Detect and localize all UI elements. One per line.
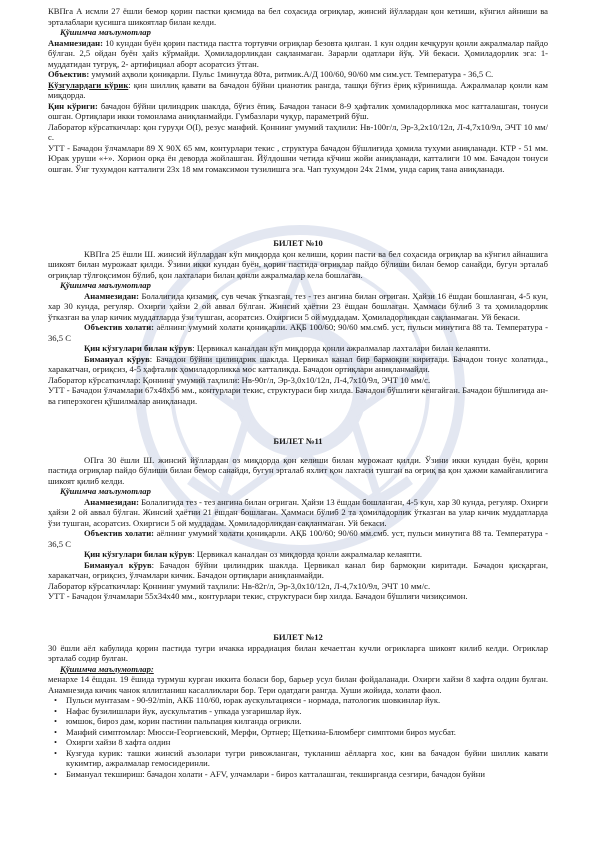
list-item: • Пульси мунтазам - 90-92/min, АКБ 110/60, юрак аускультацияси - нормада, патологик шовкинлар йук. — [66, 695, 548, 706]
anamnesis-paragraph: Анамнезидан: Болалигида тез - тез ангина билан оғриган. Ҳайзи 13 ёшдан бошланган, 4-5 кун, хар 30 кунда, регуляр. Охирги ҳайзи 2 ой аввал бўлган. Жинсий ҳаётни 21 ёшдан бошлаган. Ҳаммаси бўлиб 2 та ҳомиладорлик ўтказган ва улар кичик муддатларда ўзи тушган, асоратсиз. Охиргиси 5 ой муддадам. Ҳомиладорликдан сақланмаган. Уй бекаси. — [48, 496, 548, 528]
speculum-paragraph: Кўзгулардаги кўрик: қин шиллиқ қавати ва бачадон бўйни цианотик рангда, ташқи бўғиз ёриқ кўринишда. Ажралмалар қонли кам миқдорда. — [48, 79, 548, 100]
list-item: • Нафас бузилишлари йук, аускультатив - упкада узгаришлар йук. — [66, 706, 548, 717]
ticket-12-section — [48, 632, 548, 779]
lab-paragraph: Лаборатор кўрсаткичлар: Қоннинг умумий таҳлили: Нв-82г/л, Эр-3,0х10/12л, Л-4,7х10/9л, ЭЧТ 10 мм/с. — [48, 580, 431, 591]
ticket-10-section — [48, 238, 548, 406]
list-item: • юмшок, бироз дам, корин пастини пальпация килганда огрикли. — [66, 716, 548, 727]
list-item: • Манфий симптомлар: Мюсси-Георгиевский, Мерфи, Ортнер; Щеткина-Блюмберг симптоми бироз мусбат. — [66, 727, 548, 738]
list-item: • Кузгуда курик: ташки жинсий аъзолари тугри ривожланган, тукланиш аёлларга хос, кин ва бачадон буйни шиллик кавати кукимтир, ажралмалар гемосидеринли. — [66, 748, 548, 769]
additional-info-heading: Қўшимча маълумотлар: — [60, 663, 154, 674]
anamnesis-paragraph: Анамнезидан: Болалигида қизамиқ, сув чечак ўтказган, тез - тез ангина билан оғриган. Ҳайзи 16 ёшдан бошланган, 4-5 кун, хар 30 кунда, регуляр. Охирги ҳайзи 2 ой аввал бўлган. Жинсий ҳаётни 23 ёшдан бошлаган. Ҳаммаси бўлиб 3 та ҳомиладорлик ўтказган ва улар кичик муддатларда ўзи тушган, асоратсиз. Охиргиси 5 ой муддадам. Ҳомиладорликдан сақланмаган. Уй бекаси. — [48, 290, 548, 322]
ticket-12-title: БИЛЕТ №12 — [273, 632, 323, 642]
additional-info-heading: Қўшимча маълумотлар — [60, 486, 151, 496]
speculum-paragraph: Қин кўзгулари билан кўрув: Цервикал каналдан кўп миқдорда қонли ажралмалар лахталари билан келаяпти. — [84, 343, 491, 353]
speculum-paragraph: Қин кўзгулари билан кўрув: Цервикал каналдан оз миқдорда қонли ажралмалар келаяпти. — [84, 549, 423, 559]
ultrasound-paragraph: УТТ - Бачадон ўлчамлари 67х48х56 мм., контурлари текис, структураси бир хилда. Бачадон бўшлиғи кенгайган. Бачадон бўшлиғида ан- ва гиперэхоген қўшилмалар аниқланади. — [48, 385, 548, 406]
ultrasound-paragraph: УТТ - Бачадон ўлчамлари 89 Х 90Х 65 мм, контурлари текис , структура бачадон бўшлиғида ҳомила тухуми аниқланади. КТР - 51 мм. Юрак уруши «+». Хорион орқа ён деворда жойлашган. Йўлдошни четида кўчиш жойи аниқланади, катталиги 10 мм. Бачадон тонуси ошган. Ўнг тухумдон катталиги 23х 18 мм гомаксимон тузилишга эга. Чап тухумдон 24х 21мм, унда сариқ тана аниқланади. — [48, 142, 548, 174]
complaint-paragraph: КВПга 25 ёшли Ш. жинсий йўллардан кўп миқдорда қон келиши, қорин пасти ва бел соҳасида оғриқлар ва кўнгил айнашига шикоят билан мурожаат қилди. Ўзини икки кундан буён, қорин пастида оғриқлар пайдо бўлиши билан бемор санайди, бугун эрталаб оғриқлар тўлғоқсимон бўлиб, қон лахталари билан қонли ажралмалар кела бошлаган. — [48, 248, 548, 280]
history-paragraph: менархе 14 ёшдан. 19 ёшида турмуш курган иккита боласи бор, барьер усул билан фойдаланади. Охирги хайзи 8 хафта олдин булган. Анамнезида кичик чанок яллигланиш касалликлари бор. Тери одатдаги рангда. Хуши жойида, холати фаол. — [48, 674, 548, 695]
lab-paragraph: Лаборатор кўрсаткичлар: қон гуруҳи О(I), резус манфий. Қоннинг умумий таҳлили: Нв-100г/л, Эр-3,2х10/12л, Л-4,7х10/9л, ЭЧТ 10 мм/с. — [48, 121, 548, 142]
objective-paragraph: Объектив холати: аёлнинг умумий холати қониқарли. АҚБ 100/60; 90/60 мм.смб. уст, пульси минутига 88 та. Температура - 36,5 С — [48, 322, 548, 343]
ticket-10-title: БИЛЕТ №10 — [273, 238, 323, 248]
ticket-9-section — [48, 6, 548, 174]
vaginal-exam-paragraph: Қин кўриги: бачадон бўйни цилиндрик шаклда, бўғиз ёпиқ. Бачадон танаси 8-9 ҳафталик ҳомиладорликка мос катталашган, тонуси ошган. Ортиқлари икки томонлама аниқланмайди. Гумбазлари чуқур, параметрий бўш. — [48, 100, 548, 121]
objective-paragraph: Объектив: умумий аҳволи қониқарли. Пульс 1минутда 80та, ритмик.А/Д 100/60, 90/60 мм сим.уст. Температура - 36,5 С. — [48, 69, 494, 79]
ticket-11-section — [48, 436, 548, 602]
additional-info-heading: Қўшимча маълумотлар — [60, 27, 151, 37]
lab-paragraph: Лаборатор кўрсаткичлар: Қоннинг умумий таҳлили: Нв-90г/л, Эр-3,0х10/12л, Л-4,7х10/9л, ЭЧТ 10 мм/с. — [48, 374, 431, 385]
anamnesis-paragraph: Анамнезидан: 10 кундан буён қорин пастида пастга тортувчи оғриқлар безовта қилган. 1 кун олдин кечқурун қонли ажралмалар пайдо бўлган. 2,5 ойдан буён ҳайз кўрмайди. Ҳомиладорликдан сақланмаган. Зарарли одатлари йўқ. Уй бекаси. Ҳомиладорлик эга: 1- муддатидан туғруқ, 2- артифициал аборт асоратсиз ўтган. — [48, 37, 548, 69]
additional-info-heading: Қўшимча маълумотлар — [60, 280, 151, 290]
complaint-paragraph: КВПга А исмли 27 ёшли бемор қорин пастки қисмида ва бел соҳасида оғриқлар, жинсий йўллардан қон кетиши, кўнгил айниши ва эрталаблари қусишга шикоятлар билан келди. — [48, 6, 548, 27]
bimanual-paragraph: Бимануал кўрув: Бачадон бўйни цилиндрик шаклда. Цервикал канал бир бармоқни киритади. Бачадон қисқарган, харакатчан, оғриқсиз, ўлчамлари кичик. Бачадон ортиқлари аниқланмайди. — [48, 559, 548, 580]
findings-list — [48, 695, 548, 779]
ultrasound-paragraph: УТТ - Бачадон ўлчамлари 55х34х40 мм., контурлари текис, структураси бир хилда. Бачадон бўшлиғи чизиқсимон. — [48, 591, 468, 601]
objective-paragraph: Объектив холати: аёлнинг умумий холати қониқарли. АҚБ 100/60; 90/60 мм.смб. уст, пульси минутига 88 та. Температура - 36,5 С — [48, 528, 548, 549]
bimanual-paragraph: Бимануал кўрув: Бачадон бўйни цилиндрик шаклда. Цервикал канал бир бармоқни киритади. Бачадон тонус холатида., харакатчан, оғриқсиз, 4-5 ҳафталик ҳомиладорликка мос катталикда. Бачадон ортиқлари аниқланмайди. — [48, 353, 548, 374]
ticket-11-title: БИЛЕТ №11 — [273, 436, 323, 446]
list-item: • Охирги хайзи 8 хафта олдин — [66, 737, 548, 748]
list-item: • Бимануал текшириш: бачадон холати - AFV, улчамлари - бироз катталашган, текширганда сезгири, бачадон буйни — [66, 769, 548, 780]
complaint-paragraph: 30 ёшли аёл кабулида қорин пастида тугри ичакка иррадиация билан кечаетган кучли огрикларга шикоят килиб келди. Огриклар эрталаб содир булган. — [48, 642, 548, 663]
complaint-paragraph: ОПга 30 ёшли Ш. жинсий йўллардан оз миқдорда қон келиши билан мурожаат қилди. Ўзини икки кундан буён, қорин пастида оғриқлар пайдо бўлиши билан бемор санайди, бугун эрталаб яхлит қон лахтаси тушган ва оғриқ ва қон ҳажми камайганлигига шикоят қилиб келди. — [48, 454, 548, 486]
